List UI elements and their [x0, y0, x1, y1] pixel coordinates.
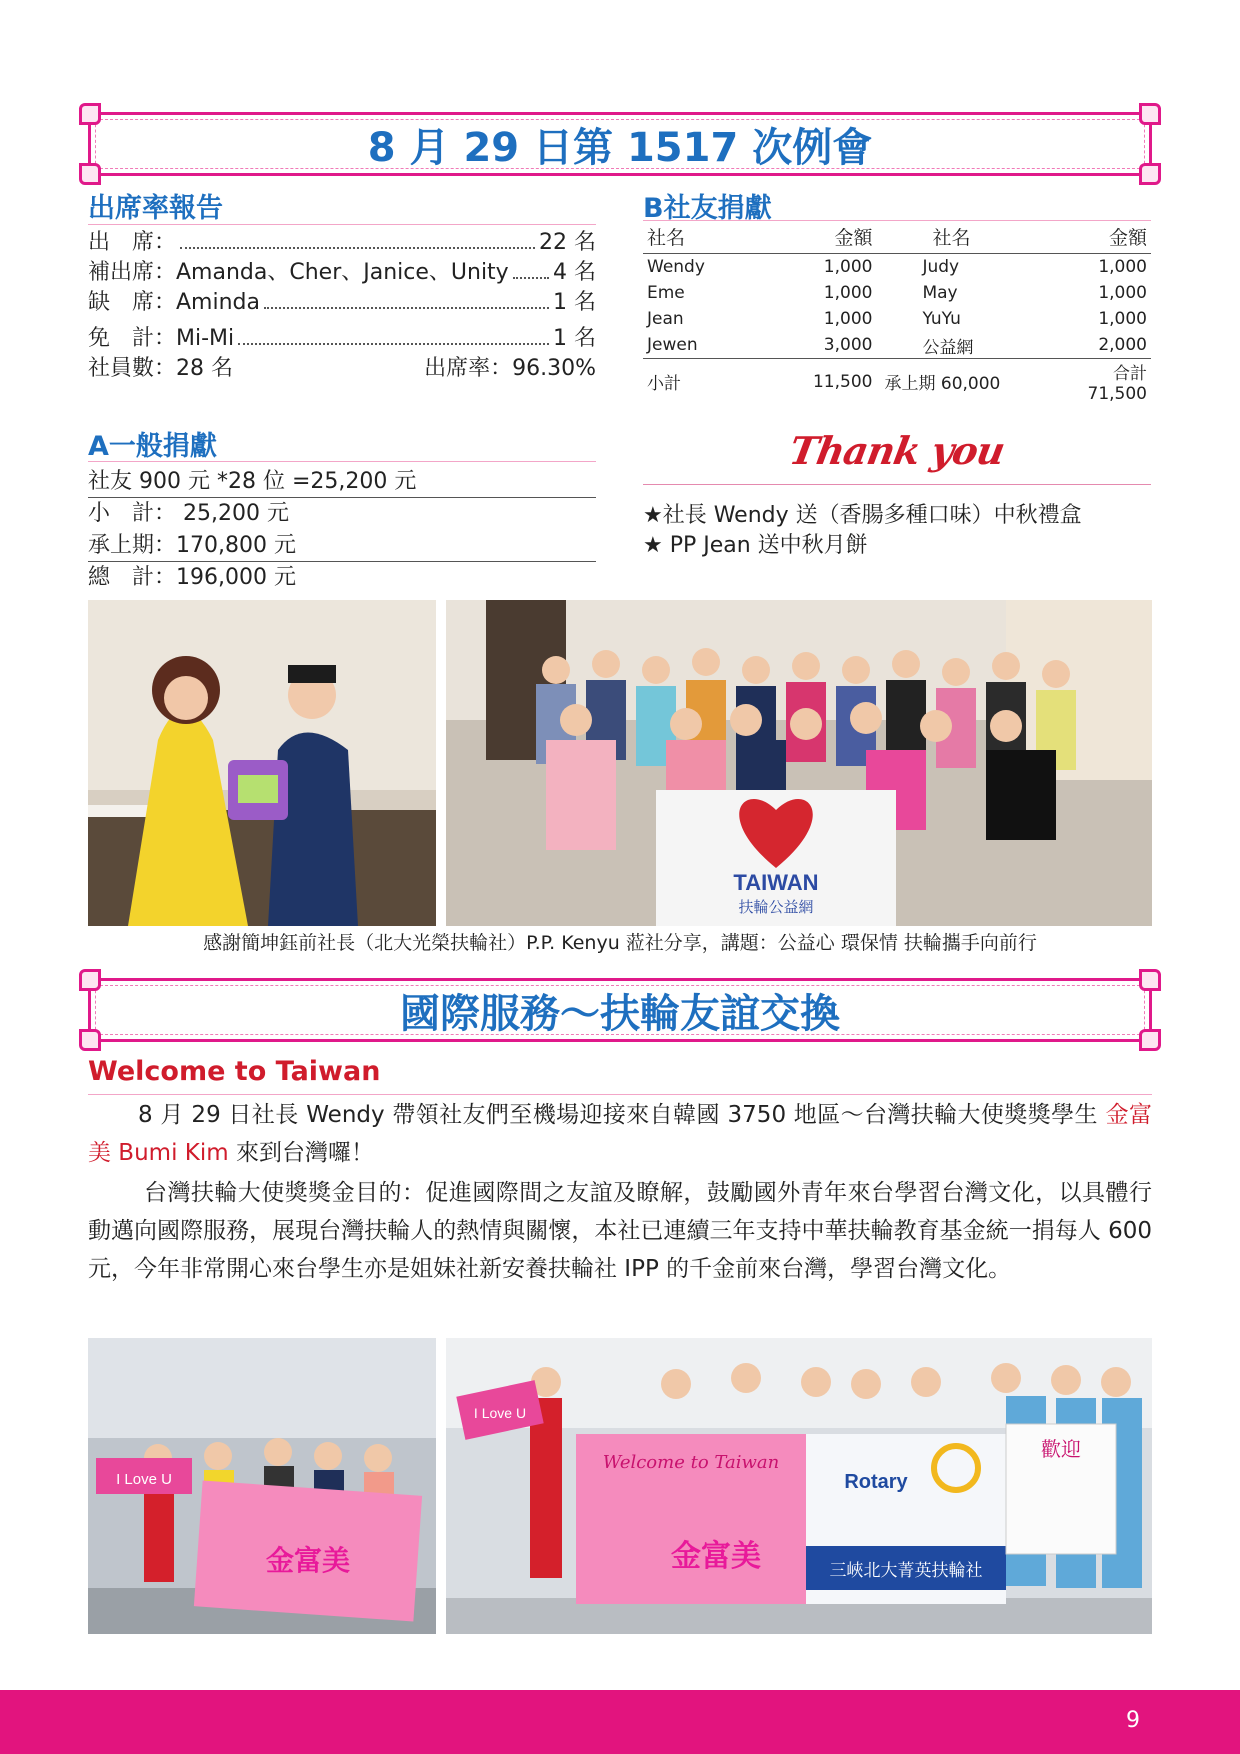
- b-donation-table: [643, 221, 1151, 404]
- attendance-rate: 出席率：96.30%: [424, 356, 596, 381]
- photo-airport-welcome-1: [88, 1338, 436, 1634]
- thank-you-script: Thank you: [786, 428, 1008, 473]
- thanks-item: ★社長 Wendy 送（香腸多種口味）中秋禮盒: [643, 503, 1082, 528]
- student-name: 金富美 Bumi Kim: [88, 1102, 1153, 1166]
- rotary-text: Rotary: [844, 1471, 908, 1493]
- leader-dots: [513, 277, 549, 279]
- attendance-row: 出 席： 22 名: [88, 230, 596, 255]
- love-sign-text: I Love U: [116, 1471, 172, 1488]
- a-donation-heading: A一般捐獻: [88, 431, 217, 462]
- thanks-item: ★ PP Jean 送中秋月餅: [643, 533, 868, 558]
- attendance-row: 補出席：Amanda、Cher、Janice、Unity 4 名: [88, 260, 596, 285]
- meeting-title: 8 月 29 日第 1517 次例會: [367, 124, 873, 171]
- photo-airport-welcome-2: [446, 1338, 1152, 1634]
- rotary-club-text: 三峽北大菁英扶輪社: [829, 1561, 983, 1581]
- section-title: 國際服務～扶輪友誼交換: [400, 990, 840, 1037]
- photo-speaker-gift: [88, 600, 436, 926]
- general-donation-row: 小 計： 25,200 元: [88, 501, 289, 526]
- table-row: Wendy 1,000 Judy 1,000: [647, 257, 1147, 277]
- flag-text: TAIWAN: [733, 870, 819, 895]
- welcome-cn-text: 歡迎: [1041, 1437, 1081, 1461]
- banner-name-text: 金富美: [671, 1539, 761, 1574]
- welcome-banner-text: Welcome to Taiwan: [602, 1452, 780, 1473]
- flag-subtext: 扶輪公益網: [738, 898, 814, 916]
- photo-caption: 感謝簡坤鈺前社長（北大光榮扶輪社）P.P. Kenyu 蒞社分享，講題：公益心 環保情 扶輪攜手向前行: [203, 932, 1037, 954]
- leader-dots: [264, 307, 549, 309]
- general-donation-row: 社友 900 元 *28 位 =25,200 元: [88, 464, 596, 498]
- divider: [88, 1094, 1152, 1095]
- welcome-heading: Welcome to Taiwan: [88, 1056, 381, 1087]
- attendance-heading: 出席率報告: [88, 193, 223, 224]
- member-count: 社員數：28 名: [88, 356, 233, 381]
- b-donation-heading: B社友捐獻: [643, 193, 772, 224]
- table-row: Jewen 3,000 公益網 2,000: [647, 335, 1147, 358]
- table-row: Eme 1,000 May 1,000: [647, 283, 1147, 303]
- photo-group-meeting: [446, 600, 1152, 926]
- page-footer: [0, 1690, 1240, 1754]
- leader-dots: [180, 247, 535, 249]
- welcome-paragraph: 8 月 29 日社長 Wendy 帶領社友們至機場迎接來自韓國 3750 地區～台灣扶輪大使獎獎學生 金富美 Bumi Kim 來到台灣囉！: [88, 1102, 1153, 1166]
- attendance-summary: [88, 352, 596, 382]
- table-header: 社名 金額 社名 金額: [643, 221, 1151, 254]
- leader-dots: [238, 343, 549, 345]
- general-donation-row: 總 計：196,000 元: [88, 565, 296, 590]
- divider: [88, 461, 596, 462]
- title-banner: [88, 112, 1152, 176]
- love-sign-text: I Love U: [473, 1405, 527, 1421]
- subtotal-row: 小計 11,500 承上期 60,000 合計 71,500: [643, 359, 1151, 405]
- attendance-row: 免 計：Mi-Mi 1 名: [88, 326, 596, 351]
- title-banner: [88, 978, 1152, 1042]
- page-number: 9: [1126, 1708, 1140, 1733]
- table-row: Jean 1,000 YuYu 1,000: [647, 309, 1147, 329]
- banner-name-text: 金富美: [265, 1544, 351, 1577]
- attendance-row: 缺 席：Aminda 1 名: [88, 290, 596, 315]
- general-donation-row: 承上期：170,800 元: [88, 528, 596, 562]
- divider: [643, 484, 1151, 485]
- scholarship-paragraph: 台灣扶輪大使獎獎金目的：促進國際間之友誼及瞭解，鼓勵國外青年來台學習台灣文化，以具體行動邁向國際服務，展現台灣扶輪人的熱情與關懷，本社已連續三年支持中華扶輪教育基金統一捐每人 600 元，今年非常開心來台學生亦是姐妹社新安養扶輪社 IPP 的千金前來台灣，學習台灣文化。: [88, 1180, 1152, 1282]
